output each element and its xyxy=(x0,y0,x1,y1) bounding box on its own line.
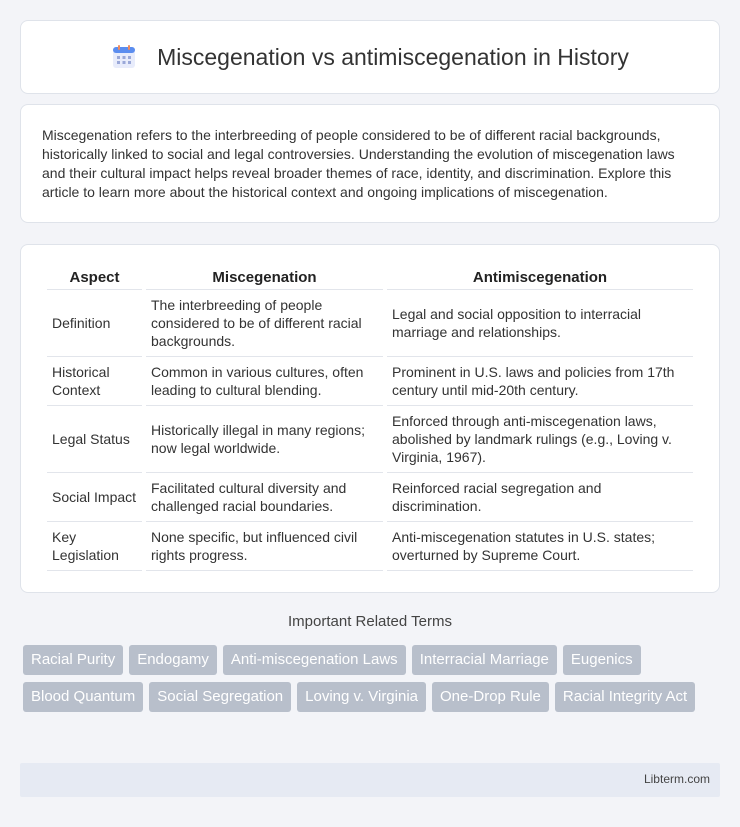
related-term-tag[interactable]: Racial Integrity Act xyxy=(555,682,695,712)
related-terms-list xyxy=(23,645,723,712)
footer xyxy=(20,763,720,797)
aspect-cell: Social Impact xyxy=(47,473,142,522)
column-header-antimiscegenation: Antimiscegenation xyxy=(387,265,693,290)
related-term-tag[interactable]: Eugenics xyxy=(563,645,641,675)
footer-brand-link[interactable]: Libterm.com xyxy=(643,772,710,786)
antimiscegenation-cell: Reinforced racial segregation and discrimination. xyxy=(387,473,693,522)
intro-text: Miscegenation refers to the interbreeding of people considered to be of different racial backgrounds, historically linked to social and legal controversies. Understanding the evolution of miscegenation laws and their cultural impact helps reveal broader themes of race, identity, and discrimination. Explore this article to learn more about the historical context and ongoing implications of miscegenation. xyxy=(42,127,675,200)
aspect-cell: Key Legislation xyxy=(47,522,142,571)
related-term-tag[interactable]: Social Segregation xyxy=(149,682,291,712)
related-term-tag[interactable]: Anti-miscegenation Laws xyxy=(223,645,406,675)
table-row xyxy=(47,290,693,357)
antimiscegenation-cell: Anti-miscegenation statutes in U.S. states; overturned by Supreme Court. xyxy=(387,522,693,571)
comparison-card xyxy=(20,244,720,593)
intro-card xyxy=(20,104,720,223)
column-header-aspect: Aspect xyxy=(47,265,142,290)
aspect-cell: Definition xyxy=(47,290,142,357)
header-card xyxy=(20,20,720,94)
column-header-miscegenation: Miscegenation xyxy=(146,265,383,290)
related-term-tag[interactable]: Interracial Marriage xyxy=(412,645,557,675)
related-term-tag[interactable]: Racial Purity xyxy=(23,645,123,675)
aspect-cell: Historical Context xyxy=(47,357,142,406)
miscegenation-cell: Common in various cultures, often leading to cultural blending. xyxy=(146,357,383,406)
page-title: Miscegenation vs antimiscegenation in History xyxy=(157,43,629,70)
table-row xyxy=(47,406,693,473)
miscegenation-cell: The interbreeding of people considered to be of different racial backgrounds. xyxy=(146,290,383,357)
miscegenation-cell: None specific, but influenced civil rights progress. xyxy=(146,522,383,571)
antimiscegenation-cell: Enforced through anti-miscegenation laws, abolished by landmark rulings (e.g., Loving v. Virginia, 1967). xyxy=(387,406,693,473)
related-term-tag[interactable]: Blood Quantum xyxy=(23,682,143,712)
related-term-tag[interactable]: Endogamy xyxy=(129,645,217,675)
related-term-tag[interactable]: One-Drop Rule xyxy=(432,682,549,712)
miscegenation-cell: Historically illegal in many regions; now legal worldwide. xyxy=(146,406,383,473)
table-row xyxy=(47,357,693,406)
antimiscegenation-cell: Legal and social opposition to interracial marriage and relationships. xyxy=(387,290,693,357)
related-terms-heading: Important Related Terms xyxy=(288,613,452,630)
calendar-icon xyxy=(111,44,137,70)
table-header-row xyxy=(47,265,693,290)
related-term-tag[interactable]: Loving v. Virginia xyxy=(297,682,426,712)
aspect-cell: Legal Status xyxy=(47,406,142,473)
comparison-table xyxy=(43,265,697,571)
table-row xyxy=(47,473,693,522)
antimiscegenation-cell: Prominent in U.S. laws and policies from 17th century until mid-20th century. xyxy=(387,357,693,406)
table-row xyxy=(47,522,693,571)
miscegenation-cell: Facilitated cultural diversity and challenged racial boundaries. xyxy=(146,473,383,522)
